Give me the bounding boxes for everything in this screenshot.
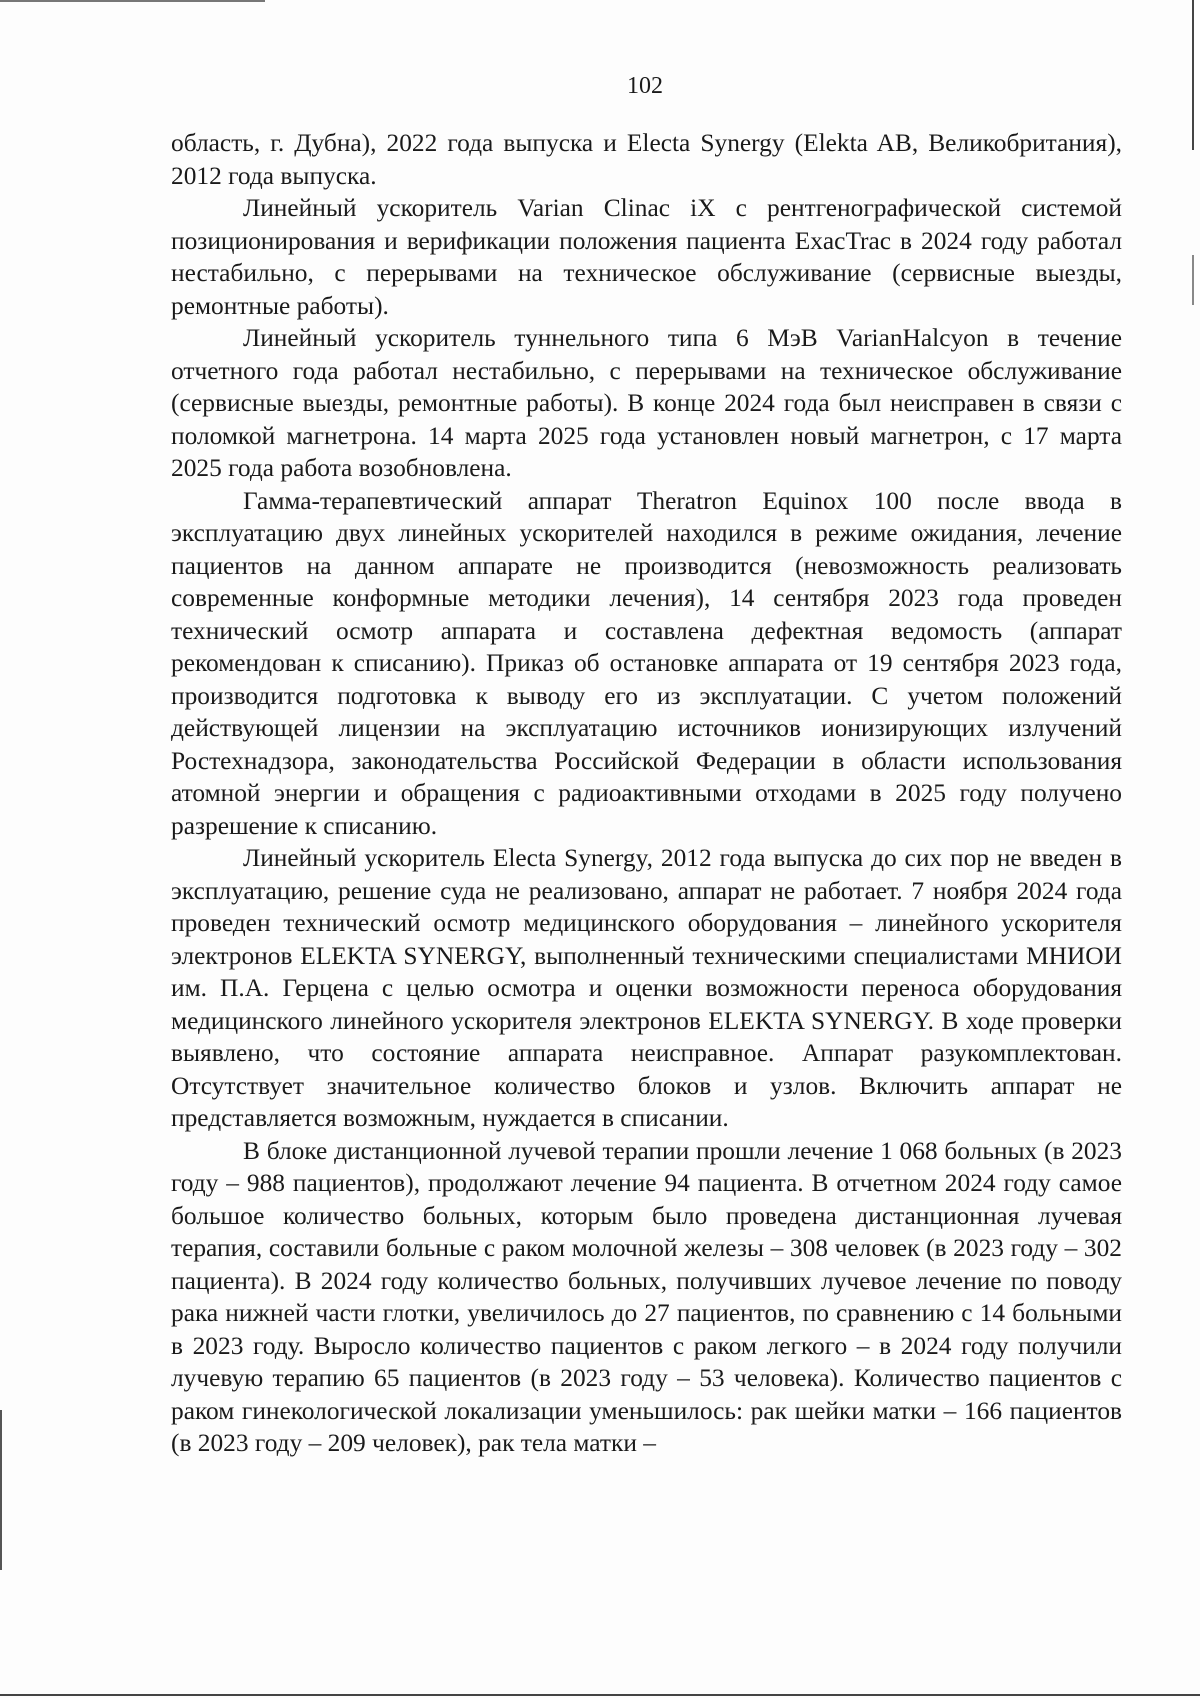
paragraph-electa-synergy: Линейный ускоритель Electa Synergy, 2012 года выпуска до сих пор не введен в эксплуатацию, решение суда не реализовано, аппарат не работает. 7 ноября 2024 года проведен технический осмотр медицинского оборудования – линейного ускорителя электронов ELEKTA SYNERGY, выполненный техническими специалистами МНИОИ им. П.А. Герцена с целью осмотра и оценки возможности переноса оборудования медицинского линейного ускорителя электронов ELEKTA SYNERGY. В ходе проверки выявлено, что состояние аппарата неисправное. Аппарат разукомплектован. Отсутствует значительное количество блоков и узлов. Включить аппарат не представляется возможным, нуждается в списании. (171, 844, 1122, 1132)
scan-border-right-mark (1192, 255, 1194, 305)
paragraph-varian-halcyon: Линейный ускоритель туннельного типа 6 МэВ VarianHalcyon в течение отчетного года работал нестабильно, с перерывами на техническое обслуживание (сервисные выезды, ремонтные работы). В конце 2024 года был неисправен в связи с поломкой магнетрона. 14 марта 2025 года установлен новый магнетрон, с 17 марта 2025 года работа возобновлена. (171, 324, 1122, 482)
scan-border-top (0, 0, 265, 2)
scan-border-left (0, 1410, 2, 1570)
paragraph-varian-clinac: Линейный ускоритель Varian Clinac iX с рентгенографической системой позиционирования и верификации положения пациента ExacTrac в 2024 году работал нестабильно, с перерывами на техническое обслуживание (сервисные выезды, ремонтные работы). (171, 194, 1122, 320)
document-body (171, 127, 1122, 1460)
paragraph-radiation-therapy-stats: В блоке дистанционной лучевой терапии прошли лечение 1 068 больных (в 2023 году – 988 пациентов), продолжают лечение 94 пациента. В отчетном 2024 году самое большое количество больных, которым было проведена дистанционная лучевая терапия, составили больные с раком молочной железы – 308 человек (в 2023 году – 302 пациента). В 2024 году количество больных, получивших лучевое лечение по поводу рака нижней части глотки, увеличилось до 27 пациентов, по сравнению с 14 больными в 2023 году. Выросло количество пациентов с раком легкого – в 2024 году получили лучевую терапию 65 пациентов (в 2023 году – 53 человека). Количество пациентов с раком гинекологической локализации уменьшилось: рак шейки матки – 166 пациентов (в 2023 году – 209 человек), рак тела матки – (171, 1136, 1122, 1457)
paragraph-continuation: область, г. Дубна), 2022 года выпуска и Electa Synergy (Elekta AB, Великобритания), 2012 года выпуска. (171, 129, 1122, 190)
paragraph-theratron-equinox: Гамма-терапевтический аппарат Theratron Equinox 100 после ввода в эксплуатацию двух линейных ускорителей находился в режиме ожидания, лечение пациентов на данном аппарате не производится (невозможность реализовать современные конформные методики лечения), 14 сентября 2023 года проведен технический осмотр аппарата и составлена дефектная ведомость (аппарат рекомендован к списанию). Приказ об остановке аппарата от 19 сентября 2023 года, производится подготовка к выводу его из эксплуатации. С учетом положений действующей лицензии на эксплуатацию источников ионизирующих излучений Ростехнадзора, законодательства Российской Федерации в области использования атомной энергии и обращения с радиоактивными отходами в 2025 году получено разрешение к списанию. (171, 486, 1122, 840)
scan-border-bottom (0, 1694, 1200, 1696)
page-number: 102 (627, 73, 663, 99)
